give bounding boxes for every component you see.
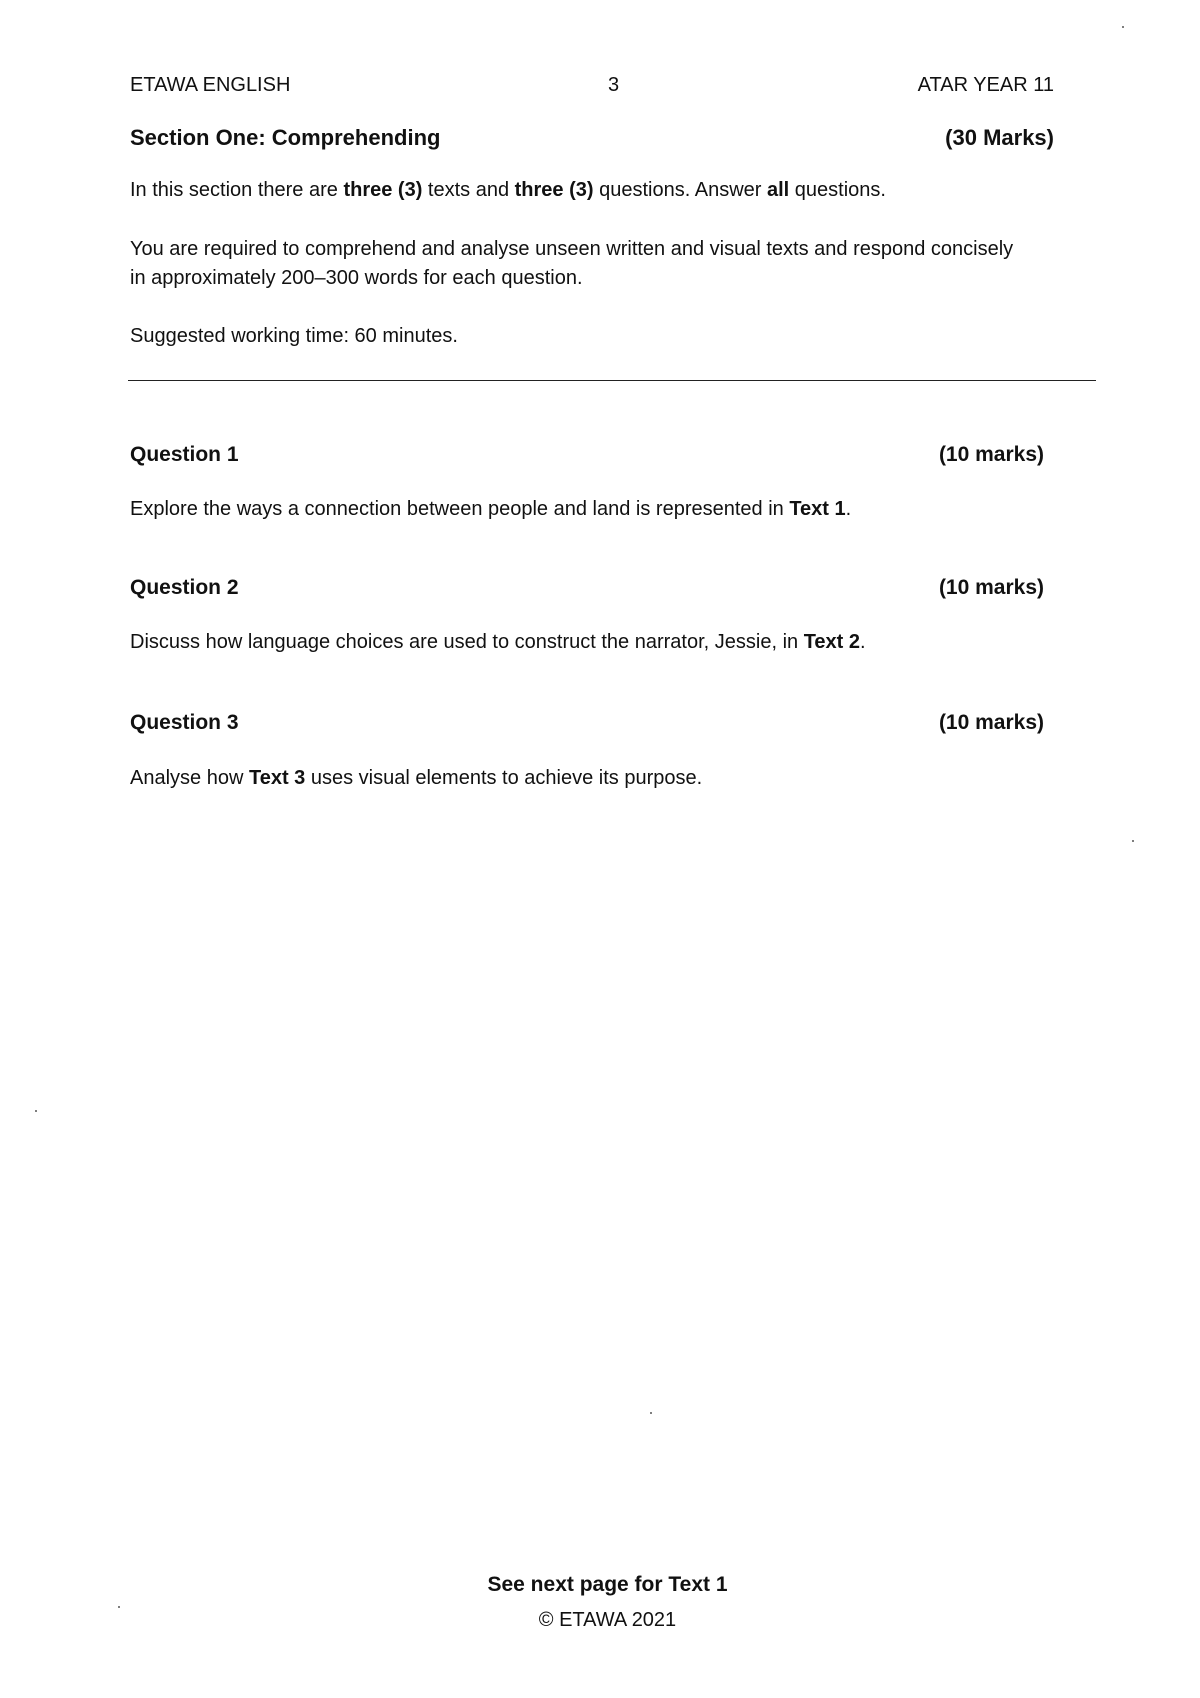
footer-copyright: © ETAWA 2021 bbox=[538, 1609, 677, 1631]
scan-speck bbox=[118, 1606, 120, 1608]
question-1-prompt-end: . bbox=[845, 498, 852, 520]
scan-speck bbox=[1132, 840, 1134, 842]
section-heading bbox=[130, 125, 1054, 151]
intro-bold-3: all bbox=[766, 179, 790, 201]
question-2-heading bbox=[130, 576, 1044, 600]
question-3-heading bbox=[130, 711, 1044, 735]
question-3-title: Question 3 bbox=[130, 711, 239, 734]
question-3-prompt-end: uses visual elements to achieve its purpose. bbox=[305, 767, 703, 789]
section-divider bbox=[128, 380, 1096, 381]
intro-bold-2: three (3) bbox=[514, 179, 594, 201]
question-2-marks: (10 marks) bbox=[938, 576, 1044, 599]
question-1-prompt-text: Explore the ways a connection between people and land is represented in bbox=[130, 498, 790, 520]
scan-speck bbox=[35, 1110, 37, 1112]
question-3-prompt bbox=[130, 764, 1060, 793]
header-left: ETAWA ENGLISH bbox=[130, 74, 291, 96]
scan-speck bbox=[650, 1412, 652, 1414]
intro-text-3: questions. Answer bbox=[593, 179, 767, 201]
header-right: ATAR YEAR 11 bbox=[917, 74, 1054, 96]
intro-text-4: questions. bbox=[789, 179, 886, 201]
section-title: Section One: Comprehending bbox=[130, 125, 441, 150]
intro-text-2: texts and bbox=[422, 179, 515, 201]
question-3-marks: (10 marks) bbox=[938, 711, 1044, 734]
question-2-prompt-text: Discuss how language choices are used to construct the narrator, Jessie, in bbox=[130, 631, 804, 653]
intro-bold-1: three (3) bbox=[343, 179, 423, 201]
question-1-prompt bbox=[130, 495, 1060, 524]
question-2-prompt bbox=[130, 628, 1060, 657]
section-intro bbox=[130, 176, 1060, 205]
question-2-prompt-bold: Text 2 bbox=[803, 631, 861, 653]
question-2-prompt-end: . bbox=[860, 631, 866, 653]
section-instructions: You are required to comprehend and analyse unseen written and visual texts and respond concisely in approximately 200–300 words for each question. bbox=[130, 238, 1014, 289]
question-1-prompt-bold: Text 1 bbox=[789, 498, 846, 520]
footer-next-page: See next page for Text 1 bbox=[487, 1573, 728, 1596]
question-2-title: Question 2 bbox=[130, 576, 239, 599]
question-1-marks: (10 marks) bbox=[938, 443, 1044, 466]
question-3-prompt-bold: Text 3 bbox=[248, 767, 306, 789]
question-1-title: Question 1 bbox=[130, 443, 239, 466]
intro-text-1: In this section there are bbox=[130, 179, 344, 201]
section-marks: (30 Marks) bbox=[945, 125, 1054, 150]
scan-speck bbox=[1122, 26, 1124, 28]
question-3-prompt-text: Analyse how bbox=[130, 767, 249, 789]
working-time: Suggested working time: 60 minutes. bbox=[130, 325, 458, 347]
page-number: 3 bbox=[608, 74, 620, 96]
question-1-heading bbox=[130, 443, 1044, 467]
